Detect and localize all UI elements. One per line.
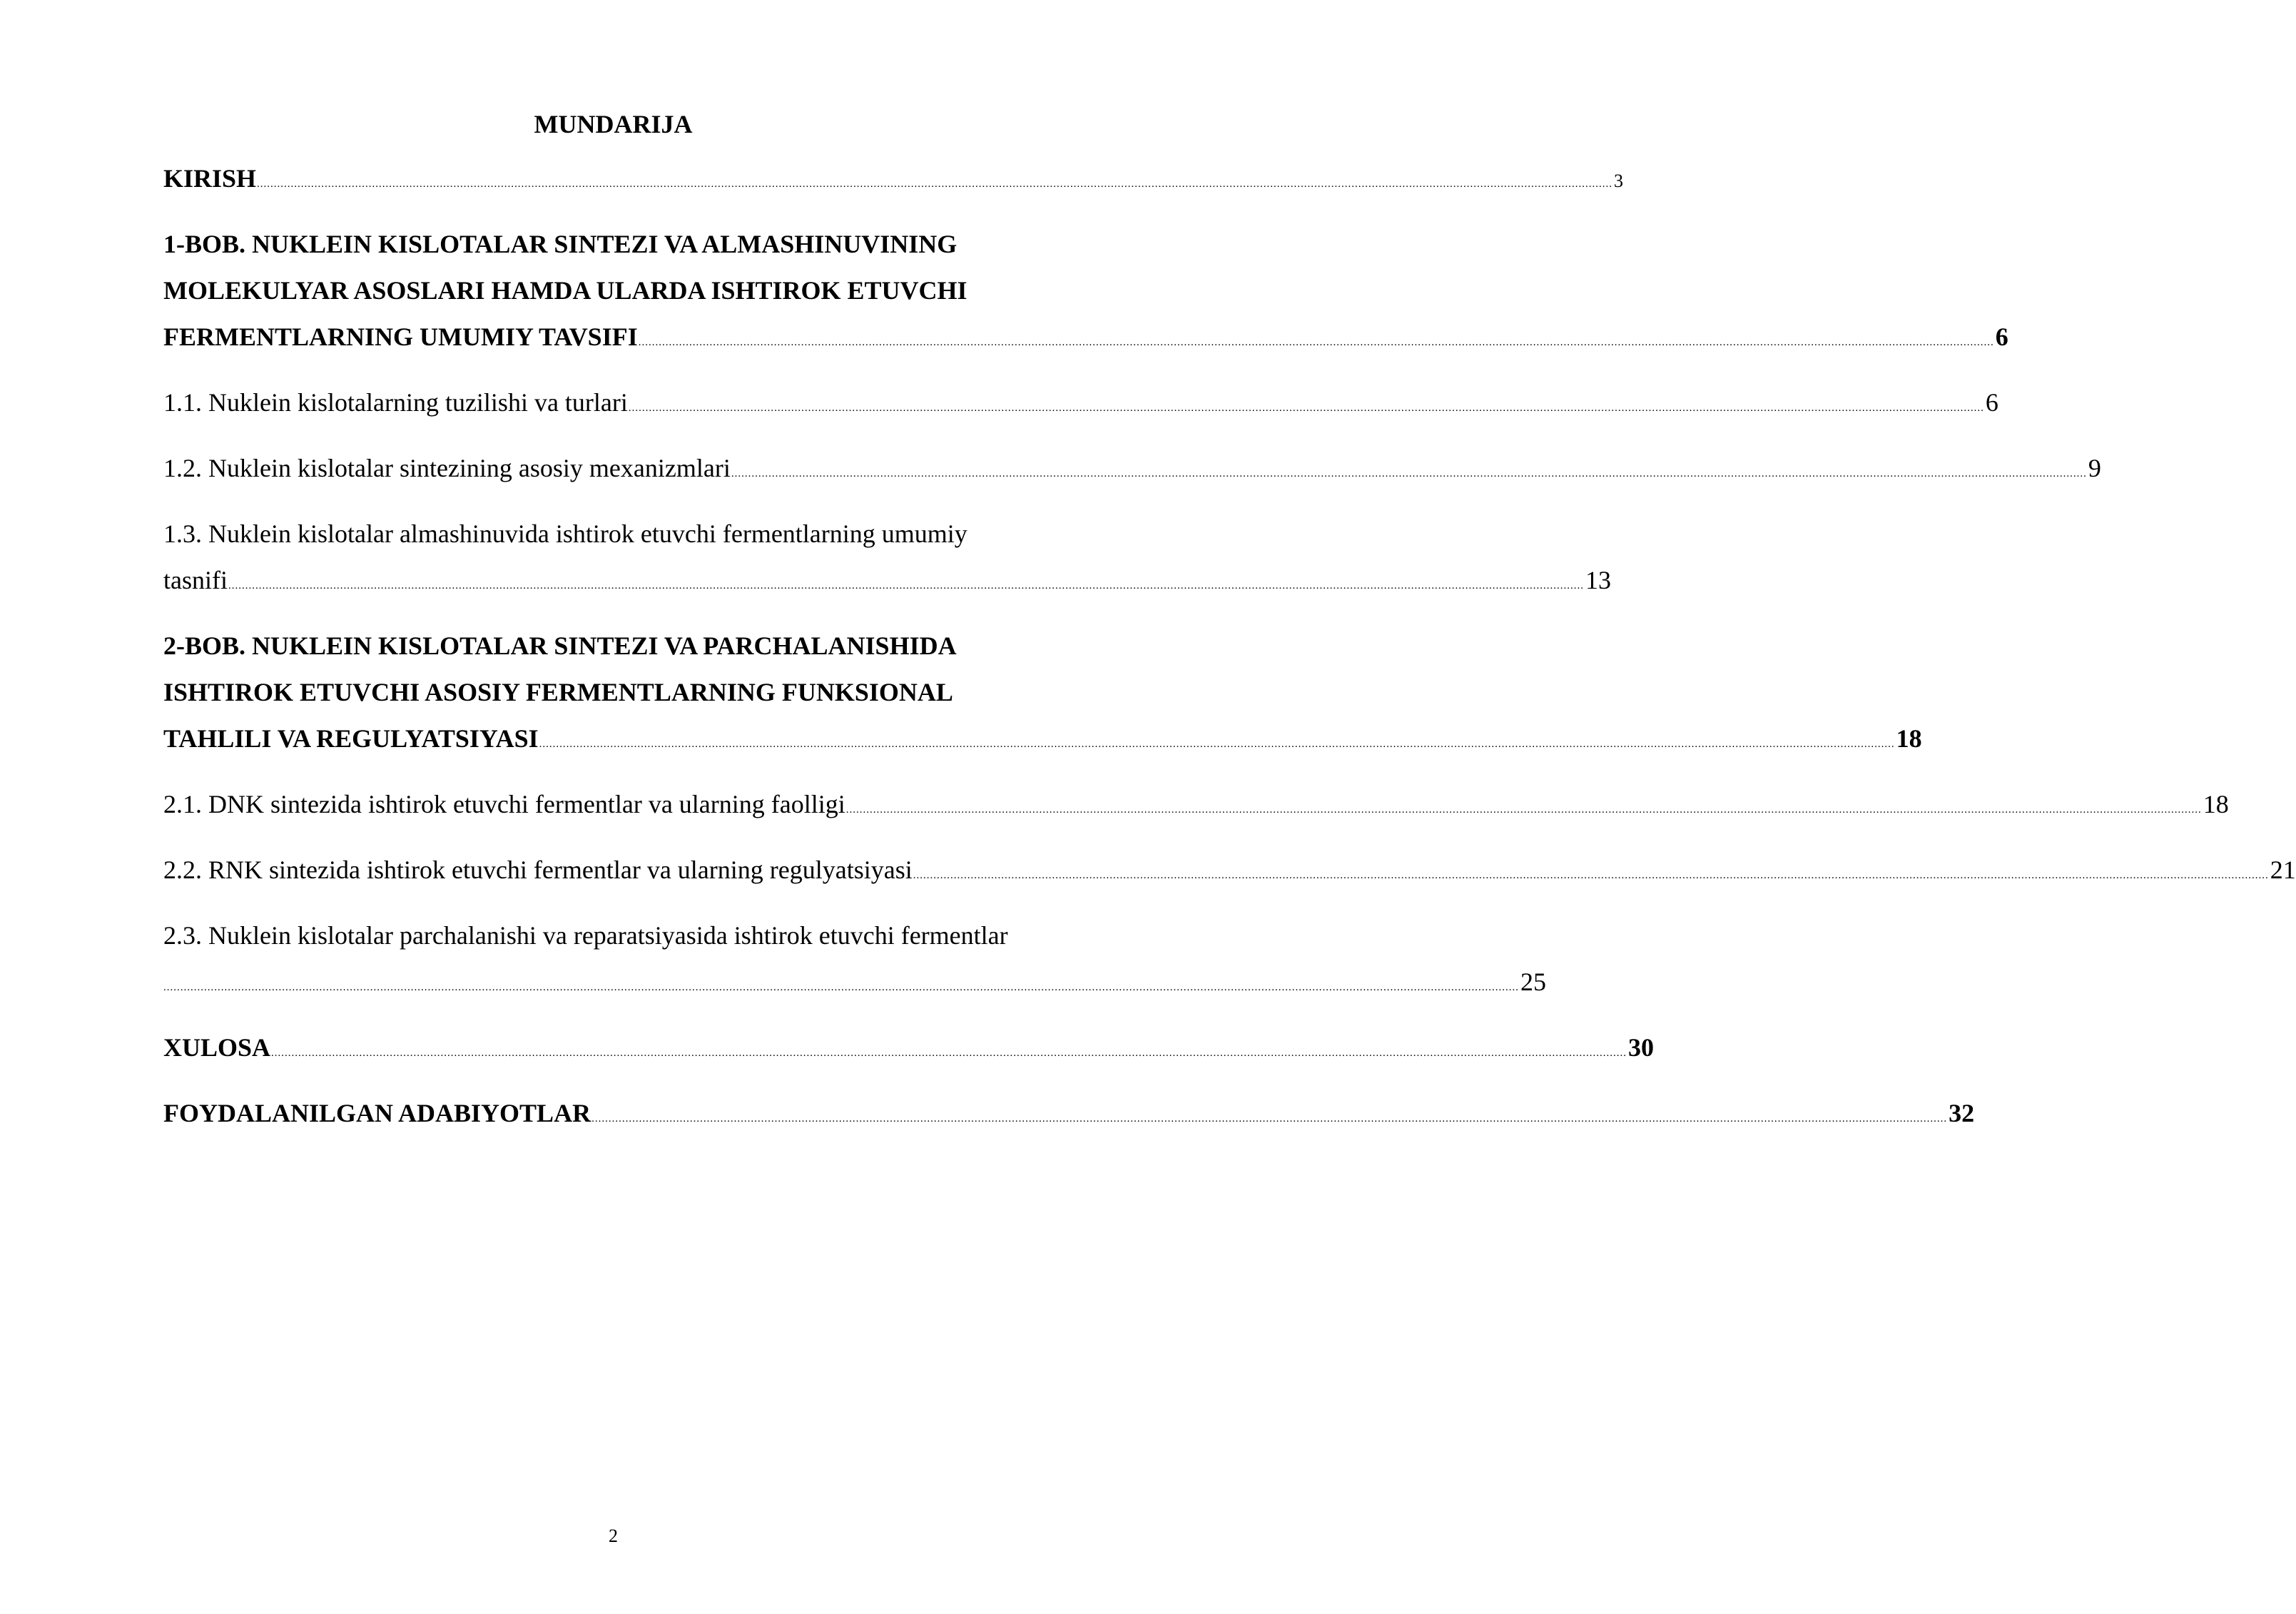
toc-entry-title-line: 1-BOB. NUKLEIN KISLOTALAR SINTEZI VA ALMASHINUVINING — [163, 230, 957, 258]
toc-entry-page: 21 — [2270, 856, 2296, 884]
dot-leader: ................................................................................................................................................................................................................................................................................................................................................................................................................ — [163, 982, 1519, 993]
toc-entry-title-line: FERMENTLARNING UMUMIY TAVSIFI — [163, 323, 638, 351]
toc-entry-page: 13 — [1585, 566, 1611, 594]
toc-entry-title: 1.1. Nuklein kislotalarning tuzilishi va turlari — [163, 388, 628, 417]
dot-leader: ................................................................................................................................................................................................................................................................................................................................................................................................................ — [591, 1113, 1948, 1125]
toc-entry-section-1-2[interactable] — [163, 445, 2101, 492]
dot-leader: ................................................................................................................................................................................................................................................................................................................................................................................................................ — [628, 402, 1984, 414]
toc-entry-section-1-1[interactable] — [163, 380, 1998, 426]
page-number: 2 — [609, 1526, 618, 1546]
toc-entry-chapter-1[interactable] — [163, 221, 2008, 360]
toc-entry-page: 9 — [2088, 454, 2101, 482]
dot-leader: ................................................................................................................................................................................................................................................................................................................................................................................................................ — [638, 337, 1994, 348]
toc-entry-title: 1.2. Nuklein kislotalar sintezining asosiy mexanizmlari — [163, 454, 731, 482]
toc-entry-page: 25 — [1520, 968, 1546, 996]
toc-entry-title: 2.1. DNK sintezida ishtirok etuvchi fermentlar va ularning faolligi — [163, 790, 845, 818]
toc-entry-kirish[interactable] — [163, 156, 1624, 202]
toc-entry-page: 18 — [1896, 724, 1922, 753]
toc-entry-title-line: 1.3. Nuklein kislotalar almashinuvida ishtirok etuvchi fermentlarning umumiy — [163, 519, 967, 548]
dot-leader: ................................................................................................................................................................................................................................................................................................................................................................................................................ — [228, 580, 1584, 592]
toc-entry-title: 2.2. RNK sintezida ishtirok etuvchi fermentlar va ularning regulyatsiyasi — [163, 856, 913, 884]
toc-entry-title-line: 2.3. Nuklein kislotalar parchalanishi va reparatsiyasida ishtirok etuvchi fermentlar — [163, 921, 1008, 950]
toc-entry-title-line: MOLEKULYAR ASOSLARI HAMDA ULARDA ISHTIROK ETUVCHI — [163, 276, 967, 305]
toc-entry-page: 6 — [1995, 323, 2008, 351]
dot-leader: ................................................................................................................................................................................................................................................................................................................................................................................................................ — [257, 178, 1613, 190]
toc-entry-section-2-1[interactable] — [163, 781, 2229, 828]
toc-entry-title-line: tasnifi — [163, 566, 228, 594]
toc-entry-page: 18 — [2203, 790, 2229, 818]
toc-entry-references[interactable] — [163, 1090, 1975, 1137]
toc-entry-title-line: 2-BOB. NUKLEIN KISLOTALAR SINTEZI VA PARCHALANISHIDA — [163, 631, 957, 660]
toc-entry-page: 30 — [1628, 1033, 1655, 1062]
dot-leader: ................................................................................................................................................................................................................................................................................................................................................................................................................ — [913, 870, 2269, 881]
toc-entry-xulosa[interactable] — [163, 1025, 1655, 1071]
toc-entry-title: KIRISH — [163, 164, 257, 193]
toc-entry-title-line: TAHLILI VA REGULYATSIYASI — [163, 724, 539, 753]
toc-entry-page: 6 — [1985, 388, 1998, 417]
toc-entry-section-2-3[interactable] — [163, 913, 1546, 1005]
dot-leader: ................................................................................................................................................................................................................................................................................................................................................................................................................ — [845, 804, 2202, 816]
toc-title: MUNDARIJA — [534, 110, 693, 138]
toc-entry-title: XULOSA — [163, 1033, 271, 1062]
toc-entry-chapter-2[interactable] — [163, 623, 1922, 762]
dot-leader: ................................................................................................................................................................................................................................................................................................................................................................................................................ — [271, 1047, 1627, 1059]
toc-entry-page: 3 — [1614, 171, 1624, 191]
toc-entry-page: 32 — [1949, 1099, 1975, 1127]
toc-entry-section-1-3[interactable] — [163, 511, 1611, 604]
toc-entry-title: FOYDALANILGAN ADABIYOTLAR — [163, 1099, 591, 1127]
toc-entry-section-2-2[interactable] — [163, 847, 2296, 893]
dot-leader: ................................................................................................................................................................................................................................................................................................................................................................................................................ — [731, 468, 2087, 479]
toc-entry-title-line: ISHTIROK ETUVCHI ASOSIY FERMENTLARNING FUNKSIONAL — [163, 678, 953, 706]
dot-leader: ................................................................................................................................................................................................................................................................................................................................................................................................................ — [539, 739, 1895, 750]
